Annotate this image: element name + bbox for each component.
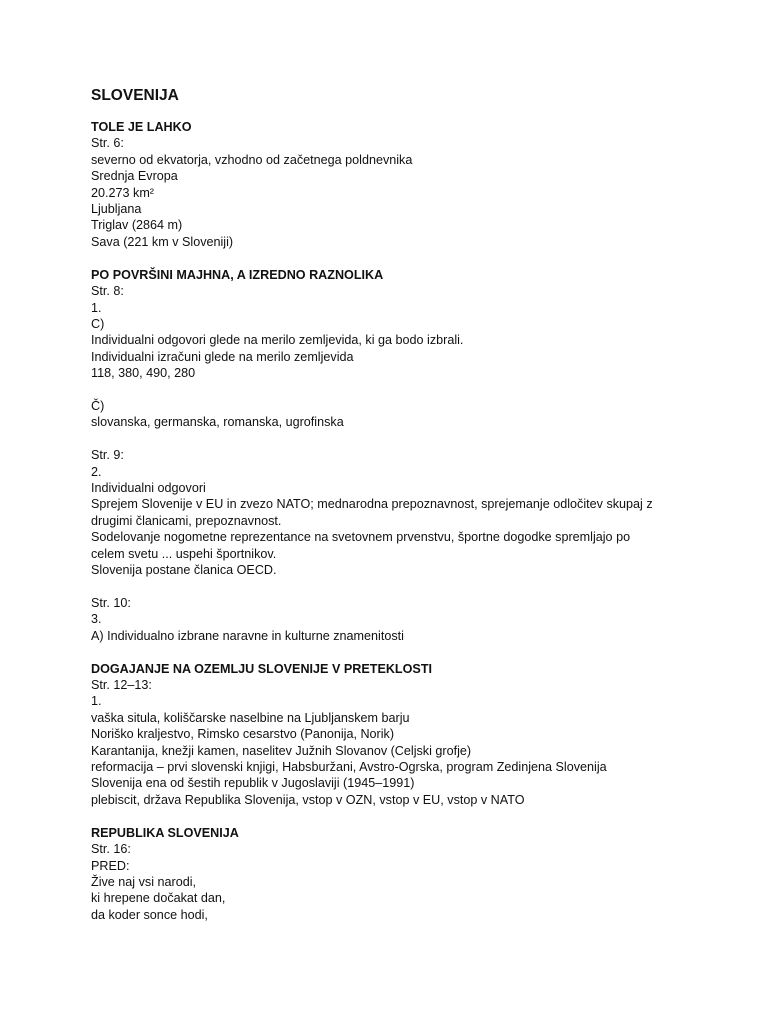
text-line: da koder sonce hodi,: [91, 907, 208, 922]
text-line: Individualni odgovori glede na merilo zemljevida, ki ga bodo izbrali.: [91, 333, 464, 348]
text-line: severno od ekvatorja, vzhodno od začetnega poldnevnika: [91, 152, 413, 167]
text-line: A) Individualno izbrane naravne in kulturne znamenitosti: [91, 628, 404, 643]
text-line: Str. 9:: [91, 448, 124, 463]
document-body: [91, 119, 668, 923]
text-line: C): [91, 316, 105, 331]
text-line: Slovenija postane članica OECD.: [91, 563, 277, 578]
document-title: SLOVENIJA: [91, 87, 179, 104]
text-line: vaška situla, koliščarske naselbine na Ljubljanskem barju: [91, 710, 410, 725]
text-line: drugimi članicami, prepoznavnost.: [91, 513, 282, 528]
text-line: Karantanija, knežji kamen, naselitev Južnih Slovanov (Celjski grofje): [91, 743, 472, 758]
text-line: Srednja Evropa: [91, 169, 178, 184]
text-line: 118, 380, 490, 280: [91, 366, 196, 381]
text-line: Slovenija ena od šestih republik v Jugoslaviji (1945–1991): [91, 776, 415, 791]
text-line: plebiscit, država Republika Slovenija, vstop v OZN, vstop v EU, vstop v NATO: [91, 792, 525, 807]
text-line: celem svetu ... uspehi športnikov.: [91, 546, 277, 561]
text-line: Str. 8:: [91, 284, 124, 299]
text-line: 3.: [91, 612, 102, 627]
section: [91, 661, 668, 809]
text-line: Triglav (2864 m): [91, 218, 183, 233]
text-line: 2.: [91, 464, 102, 479]
text-line: Noriško kraljestvo, Rimsko cesarstvo (Panonija, Norik): [91, 727, 395, 742]
text-line: 1.: [91, 694, 102, 709]
text-line: PRED:: [91, 858, 130, 873]
section: [91, 119, 668, 250]
text-line: Sava (221 km v Sloveniji): [91, 234, 234, 249]
text-line: Žive naj vsi narodi,: [91, 874, 196, 889]
section-heading: TOLE JE LAHKO: [91, 120, 192, 134]
text-line: 1.: [91, 300, 102, 315]
text-line: Individualni odgovori: [91, 481, 206, 495]
text-line: Č): [91, 398, 105, 413]
section: [91, 267, 668, 644]
section-heading: REPUBLIKA SLOVENIJA: [91, 825, 239, 840]
blank-line: [91, 578, 668, 594]
text-line: Sprejem Slovenije v EU in zvezo NATO; mednarodna prepoznavnost, sprejemanje odločitev skupaj z: [91, 497, 653, 512]
blank-line: [91, 382, 668, 398]
section-heading: PO POVRŠINI MAJHNA, A IZREDNO RAZNOLIKA: [91, 267, 384, 282]
text-line: Str. 12–13:: [91, 677, 152, 692]
text-line: Str. 10:: [91, 595, 131, 610]
text-line: slovanska, germanska, romanska, ugrofinska: [91, 415, 344, 430]
text-line: Individualni izračuni glede na merilo zemljevida: [91, 349, 354, 364]
text-line: Ljubljana: [91, 202, 142, 217]
blank-line: [91, 431, 668, 447]
section: [91, 825, 668, 923]
text-line: Sodelovanje nogometne reprezentance na svetovnem prvenstvu, športne dogodke spremljajo po: [91, 530, 631, 545]
text-line: reformacija – prvi slovenski knjigi, Habsburžani, Avstro-Ogrska, program Zedinjena Slovenija: [91, 759, 607, 774]
text-line: Str. 16:: [91, 842, 131, 857]
text-line: 20.273 km²: [91, 185, 154, 200]
text-line: ki hrepene dočakat dan,: [91, 891, 226, 906]
text-line: Str. 6:: [91, 136, 124, 151]
section-heading: DOGAJANJE NA OZEMLJU SLOVENIJE V PRETEKLOSTI: [91, 661, 433, 676]
